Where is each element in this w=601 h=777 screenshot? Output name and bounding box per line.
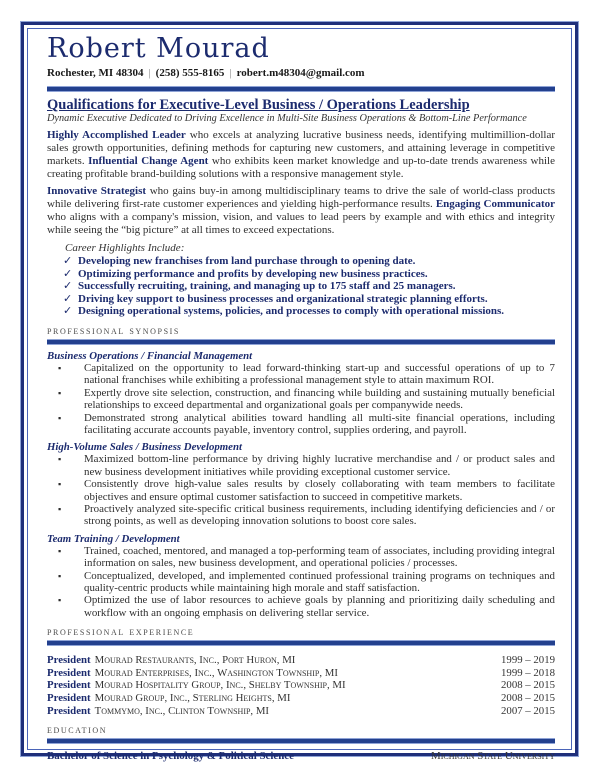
qualifications-subtitle: Dynamic Executive Dedicated to Driving Excellence in Multi-Site Business Operations & Bottom-Line Performance: [47, 113, 527, 124]
experience-row: [47, 654, 555, 667]
highlight-text: Driving key support to business processes and organizational strategic planning efforts.: [78, 292, 488, 305]
bullet-item: ▪ Proactively analyzed site-specific critical business requirements, including identifying deficiencies and / or strong points, as well as developing innovation solutions to boost core sales.: [74, 503, 555, 528]
experience-row: [47, 679, 555, 692]
summary-keyword: Innovative Strategist: [47, 185, 147, 197]
checkmark-icon: ✓: [63, 305, 73, 318]
highlight-item: [63, 280, 555, 293]
candidate-name: Robert Mourad: [47, 33, 270, 64]
experience-row: [47, 692, 555, 705]
highlight-item: [63, 305, 555, 318]
job-title: President: [47, 654, 91, 667]
job-company: Mourad Enterprises, Inc., Washington Township, MI: [94, 666, 338, 679]
summary-text: who aligns with a company's mission, vision, and values to lead peers by example and with ethics and integrity while seeing the “big picture” at all times to exceed expectations.: [47, 211, 555, 236]
bullet-item: ▪ Optimized the use of labor resources to achieve goals by planning and prioritizing daily scheduling and workflow with an ongoing emphasis on delivering stellar service.: [74, 594, 555, 619]
summary-text: who exhibits keen market knowledge and up-to-date trends awareness while creating profitable brand-building solutions with a responsive management style.: [47, 155, 555, 180]
job-company: Mourad Hospitality Group, Inc., Shelby Township, MI: [94, 679, 346, 692]
bullet-item: ▪ Conceptualized, developed, and implemented continued professional training programs on techniques and quality-centric products while maintaining high morale and staff satisfaction.: [74, 570, 555, 595]
synopsis-subheading: High-Volume Sales / Business Development: [47, 441, 242, 454]
section-title-synopsis: professional synopsis: [47, 324, 180, 337]
job-company: Mourad Group, Inc., Sterling Heights, MI: [94, 692, 291, 705]
job-dates: 2008 – 2015: [501, 692, 555, 705]
job-title: President: [47, 704, 91, 717]
highlight-text: Designing operational systems, policies, and processes to comply with operational missions.: [78, 305, 505, 318]
checkmark-icon: ✓: [63, 255, 73, 267]
section-divider: [47, 339, 555, 345]
bullet-item: ▪ Trained, coached, mentored, and managed a top-performing team of associates, including providing integral information on sales, new business development, and operational policies / processes.: [74, 545, 555, 570]
summary-paragraph: [47, 129, 555, 181]
header-divider: [47, 86, 555, 92]
highlights-label: Career Highlights Include:: [65, 242, 185, 254]
synopsis-subheading: Business Operations / Financial Management: [47, 349, 253, 362]
highlights-list: [63, 255, 555, 318]
bullet-item: ▪ Expertly drove site selection, construction, and financing while building and sustaining mutually beneficial relationships to exceed departmental and organizational goals per companywide needs.: [74, 387, 555, 412]
contact-location: Rochester, MI 48304: [47, 67, 144, 79]
job-title: President: [47, 666, 91, 679]
checkmark-icon: ✓: [63, 292, 73, 305]
section-title-experience: professional experience: [47, 626, 195, 639]
highlight-item: [63, 293, 555, 306]
highlight-item: [63, 255, 555, 268]
checkmark-icon: ✓: [63, 267, 73, 280]
summary-paragraph: [47, 185, 555, 237]
job-dates: 2008 – 2015: [501, 679, 555, 692]
section-divider: [47, 738, 555, 744]
summary-text: who gains buy-in among multidisciplinary teams to drive the sale of world-class products while delivering first-rate customer experiences and yielding high-performance results.: [47, 185, 555, 210]
qualifications-title: Qualifications for Executive-Level Business / Operations Leadership: [47, 97, 470, 113]
job-dates: 2007 – 2015: [501, 704, 555, 717]
contact-separator: |: [148, 67, 151, 79]
job-company: Tommymo, Inc., Clinton Township, MI: [94, 704, 270, 717]
job-title: President: [47, 679, 91, 692]
bullet-item: ▪ Capitalized on the opportunity to lead forward-thinking start-up and successful operations of up to 7 national franchises while exhibiting a professional management style to attain maximum ROI.: [74, 362, 555, 387]
summary-keyword: Influential Change Agent: [88, 155, 209, 167]
education-degree: Bachelor of Science in Psychology & Political Science: [47, 750, 294, 763]
synopsis-bullets: [47, 453, 555, 527]
education-row: [47, 750, 555, 762]
summary-text: who excels at analyzing lucrative business needs, identifying multimillion-dollar sales growth opportunities, defining methods for capturing new customers, and attaining leverage in competitive markets.: [47, 129, 556, 167]
highlight-text: Developing new franchises from land purchase through to opening date.: [78, 255, 416, 267]
bullet-item: ▪ Consistently drove high-value sales results by closely collaborating with team members to facilitate objectives and ensure optimal customer satisfaction to succeed in competitive markets.: [74, 478, 555, 503]
summary-keyword: Highly Accomplished Leader: [47, 129, 186, 141]
contact-phone: (258) 555-8165: [155, 67, 225, 79]
synopsis-bullets: [47, 362, 555, 436]
job-dates: 1999 – 2019: [501, 654, 555, 667]
section-divider: [47, 640, 555, 646]
section-title-education: education: [47, 724, 108, 737]
job-company: Mourad Restaurants, Inc., Port Huron, MI: [94, 654, 296, 667]
summary-keyword: Engaging Communicator: [435, 198, 555, 210]
education-school: Michigan State University: [431, 750, 555, 763]
experience-row: [47, 667, 555, 680]
highlight-text: Successfully recruiting, training, and managing up to 175 staff and 25 managers.: [78, 280, 456, 293]
checkmark-icon: ✓: [63, 280, 73, 293]
bullet-item: ▪ Demonstrated strong analytical abilities toward handling all multi-site financial operations, including facilitating accurate accounts payable, inventory control, supplies ordering, and payroll.: [74, 412, 555, 437]
highlight-text: Optimizing performance and profits by developing new business practices.: [78, 267, 428, 280]
contact-separator: |: [229, 67, 232, 79]
contact-email[interactable]: robert.m48304@gmail.com: [236, 67, 365, 79]
resume-content: [47, 34, 555, 762]
synopsis-bullets: [47, 545, 555, 619]
synopsis-subheading: Team Training / Development: [47, 532, 180, 545]
highlight-item: [63, 268, 555, 281]
experience-row: [47, 705, 555, 718]
contact-line: [47, 67, 555, 80]
bullet-item: ▪ Maximized bottom-line performance by driving highly lucrative merchandise and / or product sales and new business development initiatives while providing exceptional customer service.: [74, 453, 555, 478]
job-title: President: [47, 692, 91, 705]
job-dates: 1999 – 2018: [501, 666, 555, 679]
